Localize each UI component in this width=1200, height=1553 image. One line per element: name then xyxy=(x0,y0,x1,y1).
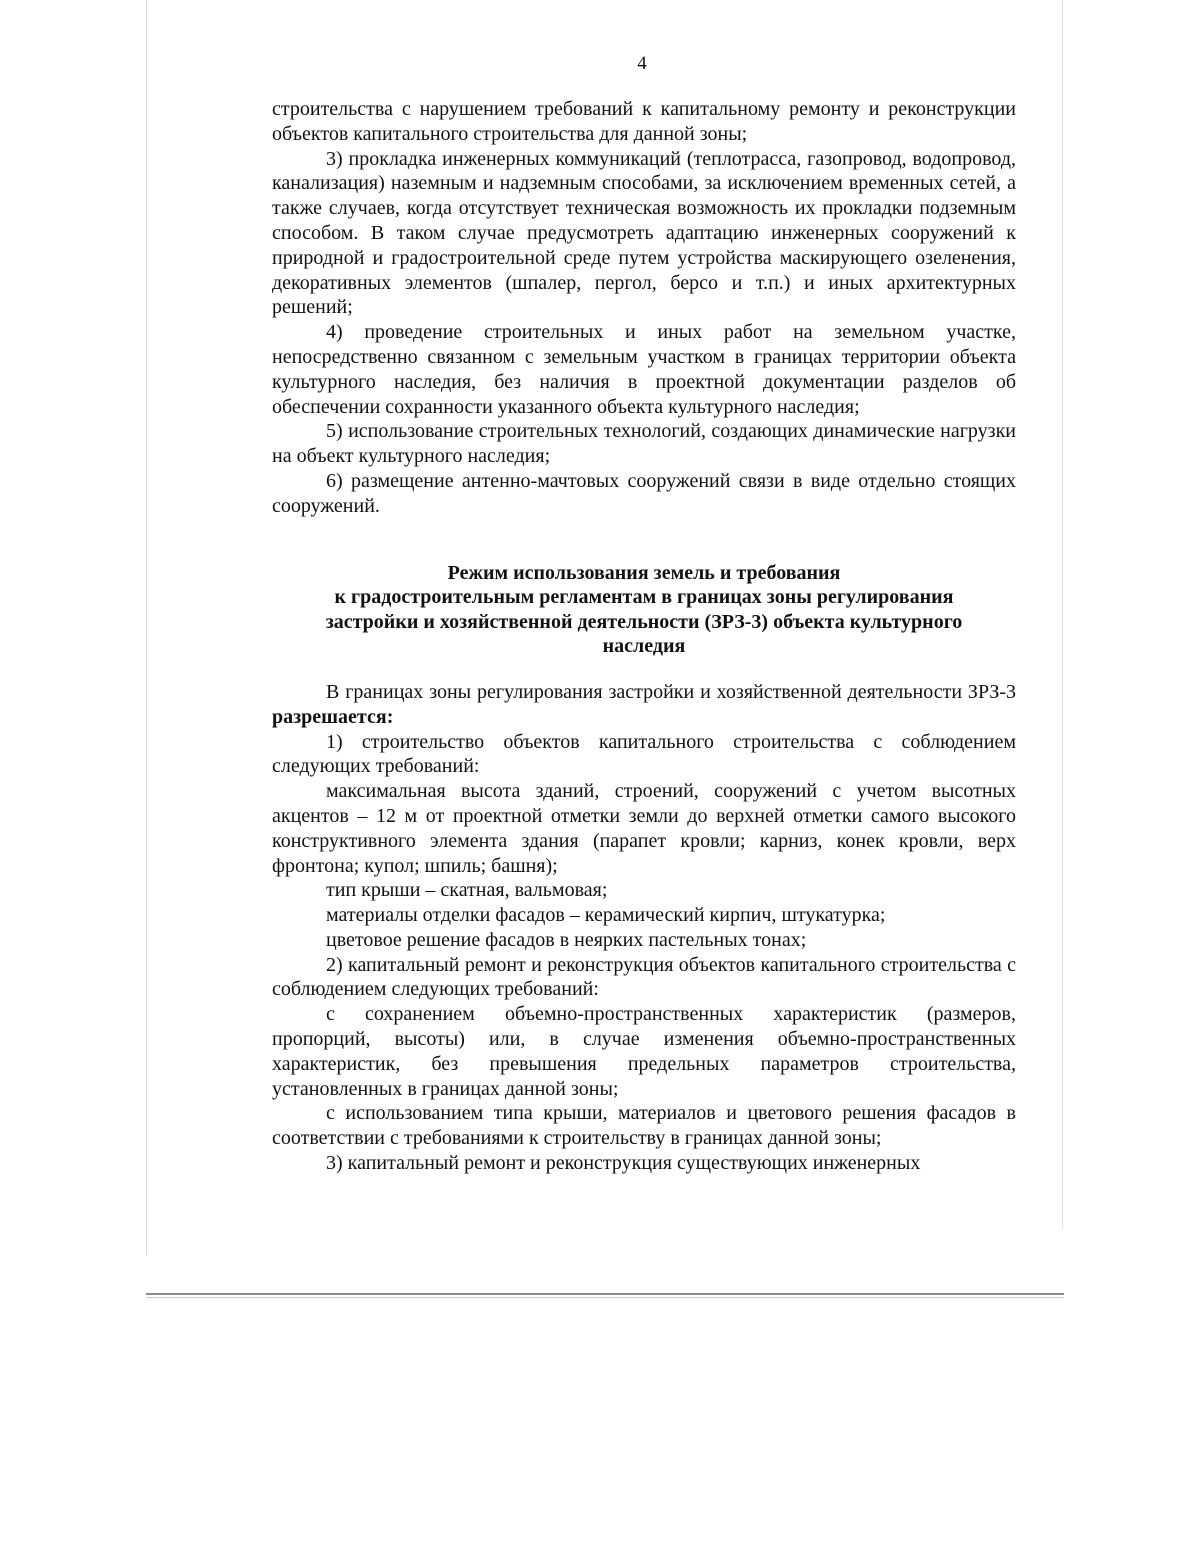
list-item-3-bottom: 3) капитальный ремонт и реконструкция существующих инженерных xyxy=(326,1152,921,1175)
heading-line-4: наследия xyxy=(602,635,686,658)
requirement-materials: материалы отделки фасадов – керамический кирпич, штукатурка; xyxy=(326,904,886,927)
list-item-1: 1) строительство объектов капитального строительства с соблюдением следующих требований: xyxy=(272,730,1016,778)
document-body xyxy=(272,97,1016,1176)
intro-paragraph xyxy=(272,680,1016,730)
intro-text: В границах зоны регулирования застройки и хозяйственной деятельности ЗРЗ-3 xyxy=(326,680,1016,703)
requirement-height: максимальная высота зданий, строений, сооружений с учетом высотных акцентов – 12 м от проектной отметки земли до верхней отметки самого высокого конструктивного элемента здания (парапет кровли; карниз, конек кровли, верх фронтона; купол; шпиль; башня); xyxy=(272,780,1016,877)
list-item-5: 5) использование строительных технологий, создающих динамические нагрузки на объект культурного наследия; xyxy=(272,420,1016,468)
list-item-2: 2) капитальный ремонт и реконструкция объектов капитального строительства с соблюдением следующих требований: xyxy=(272,953,1016,1001)
requirement-roof-materials: с использованием типа крыши, материалов и цветового решения фасадов в соответствии с требованиями к строительству в границах данной зоны; xyxy=(272,1102,1016,1150)
requirement-roof: тип крыши – скатная, вальмовая; xyxy=(326,879,608,902)
scan-right-edge xyxy=(1062,0,1063,1230)
list-item-4: 4) проведение строительных и иных работ на земельном участке, непосредственно связанном с земельным участком в границах территории объекта культурного наследия, без наличия в проектной документации разделов об обеспечении сохранности указанного объекта культурного наследия; xyxy=(272,321,1016,418)
heading-line-1: Режим использования земель и требования xyxy=(447,561,841,584)
scan-bottom-edge xyxy=(146,1293,1064,1295)
intro-bold: разрешается: xyxy=(272,705,394,728)
list-item-3: 3) прокладка инженерных коммуникаций (теплотрасса, газопровод, водопровод, канализация) наземным и надземным способами, за исключением временных сетей, а также случаев, когда отсутствует техническая возможность их прокладки подземным способом. В таком случае предусмотреть адаптацию инженерных сооружений к природной и градостроительной среде путем устройства маскирующего озеленения, декоративных элементов (шпалер, пергол, берсо и т.п.) и иных архитектурных решений; xyxy=(272,147,1016,319)
section-heading xyxy=(272,561,1016,659)
list-item-6: 6) размещение антенно-мачтовых сооружений связи в виде отдельно стоящих сооружений. xyxy=(272,469,1016,517)
scan-left-edge xyxy=(146,0,147,1255)
requirement-color: цветовое решение фасадов в неярких пастельных тонах; xyxy=(326,928,807,951)
requirement-volume: с сохранением объемно-пространственных характеристик (размеров, пропорций, высоты) или, в случае изменения объемно-пространственных характеристик, без превышения предельных параметров строительства, установленных в границах данной зоны; xyxy=(272,1003,1016,1100)
scan-bottom-edge-shadow xyxy=(146,1297,1064,1298)
heading-line-2: к градостроительным регламентам в границах зоны регулирования xyxy=(334,586,954,609)
paragraph-continuation: строительства с нарушением требований к капитальному ремонту и реконструкции объектов капитального строительства для данной зоны; xyxy=(272,98,1016,145)
page-number: 4 xyxy=(637,53,647,74)
heading-line-3: застройки и хозяйственной деятельности (ЗРЗ-3) объекта культурного xyxy=(325,610,963,633)
